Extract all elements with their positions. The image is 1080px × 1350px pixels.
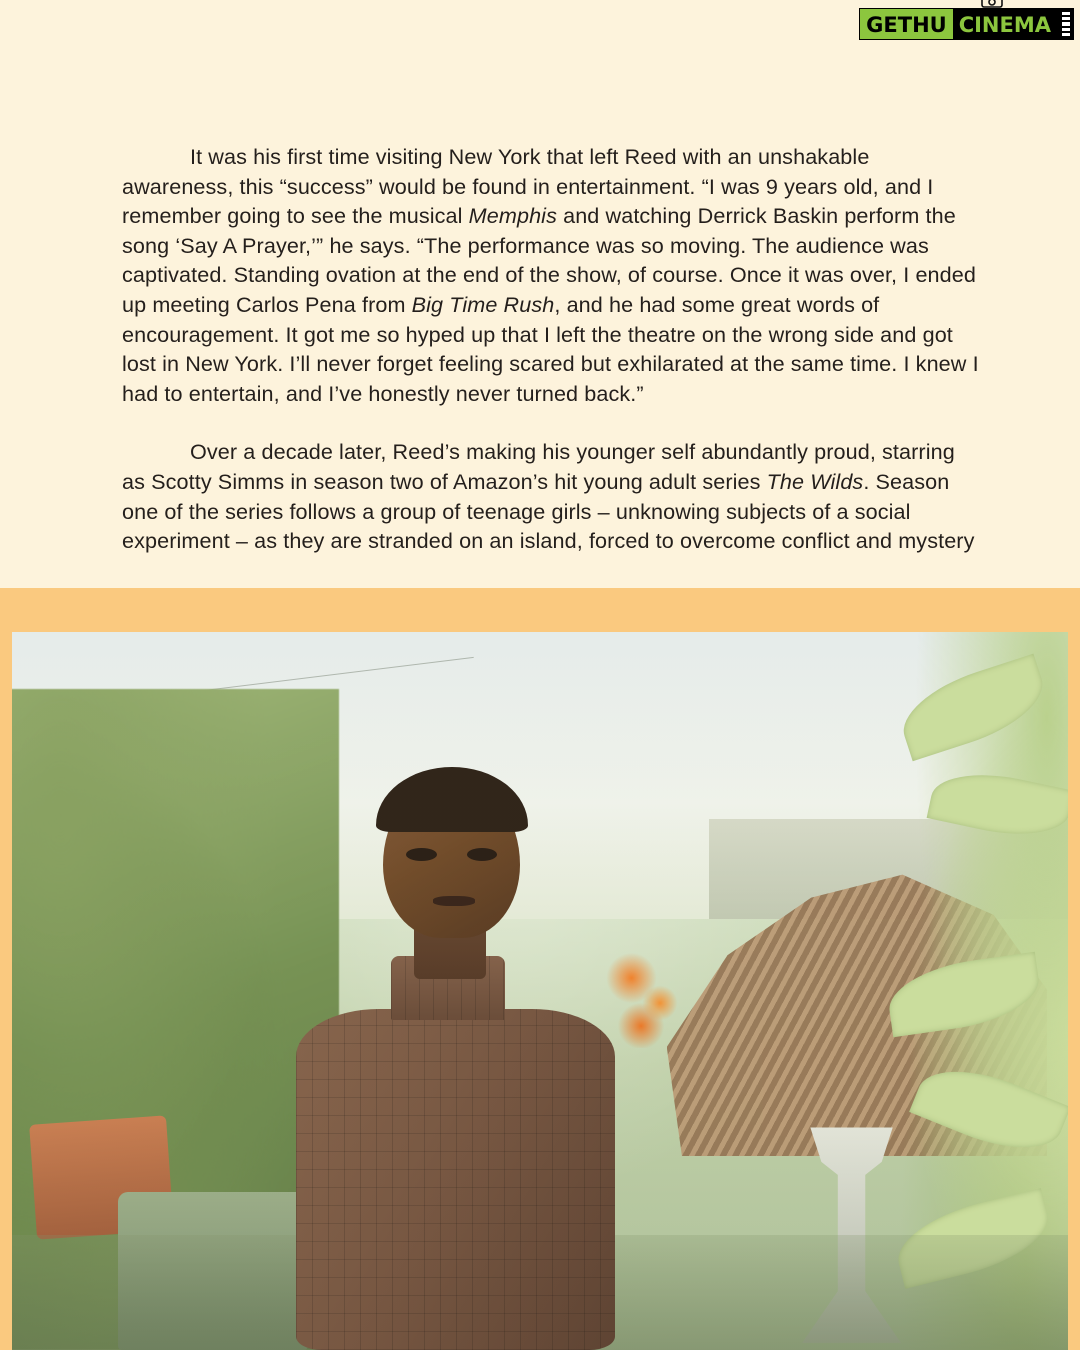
- film-strip-icon: [1059, 9, 1073, 39]
- article-paragraph-2: [122, 437, 980, 555]
- watermark-logo: [859, 8, 1074, 40]
- leaf-shape: [885, 952, 1045, 1037]
- leaf-shape: [893, 654, 1054, 761]
- plaid-top: [296, 1009, 615, 1350]
- portrait-subject: [265, 761, 645, 1350]
- hair: [376, 767, 528, 832]
- leaf-shape: [926, 762, 1068, 847]
- paragraph-run: and watching Derrick Baskin perform the song ‘Say A Prayer,’” he says. “The performance was so moving. The audience was captivated. Standing ovation at the end of the show, of course. Once it was over, I ended up meeting Carlos Pena from: [122, 203, 976, 317]
- portrait-photo: [12, 632, 1068, 1350]
- paragraph-run: , and he had some great words of encouragement. It got me so hyped up that I left the theatre on the wrong side and got lost in New York. I’ll never forget feeling scared but exhilarated at the same time. I knew I had to entertain, and I’ve honestly never turned back.”: [122, 291, 979, 406]
- article-paragraph-1: [122, 142, 980, 408]
- title-big-time-rush: Big Time Rush: [411, 291, 555, 317]
- paragraph-run: Over a decade later, Reed’s making his younger self abundantly proud, starring as Scotty Simms in season two of Amazon’s hit young adult series: [122, 439, 955, 494]
- leaf-shape: [909, 1052, 1068, 1167]
- watermark: [859, 4, 1074, 44]
- watermark-brand-right: CINEMA: [953, 9, 1059, 39]
- camera-icon: [978, 0, 1012, 8]
- paragraph-run: . Season one of the series follows a group of teenage girls – unknowing subjects of a social experiment – as they are stranded on an island, forced to overcome conflict and mystery: [122, 468, 975, 554]
- watermark-brand-left: GETHU: [860, 9, 953, 39]
- article-body: [122, 142, 980, 556]
- paragraph-run: It was his first time visiting New York that left Reed with an unshakable awareness, this “success” would be found in entertainment. “I was 9 years old, and I remember going to see the musical: [122, 144, 934, 229]
- photo-scene: [12, 632, 1068, 1350]
- title-memphis: Memphis: [468, 203, 557, 229]
- mouth: [433, 896, 475, 905]
- title-the-wilds: The Wilds: [766, 468, 864, 494]
